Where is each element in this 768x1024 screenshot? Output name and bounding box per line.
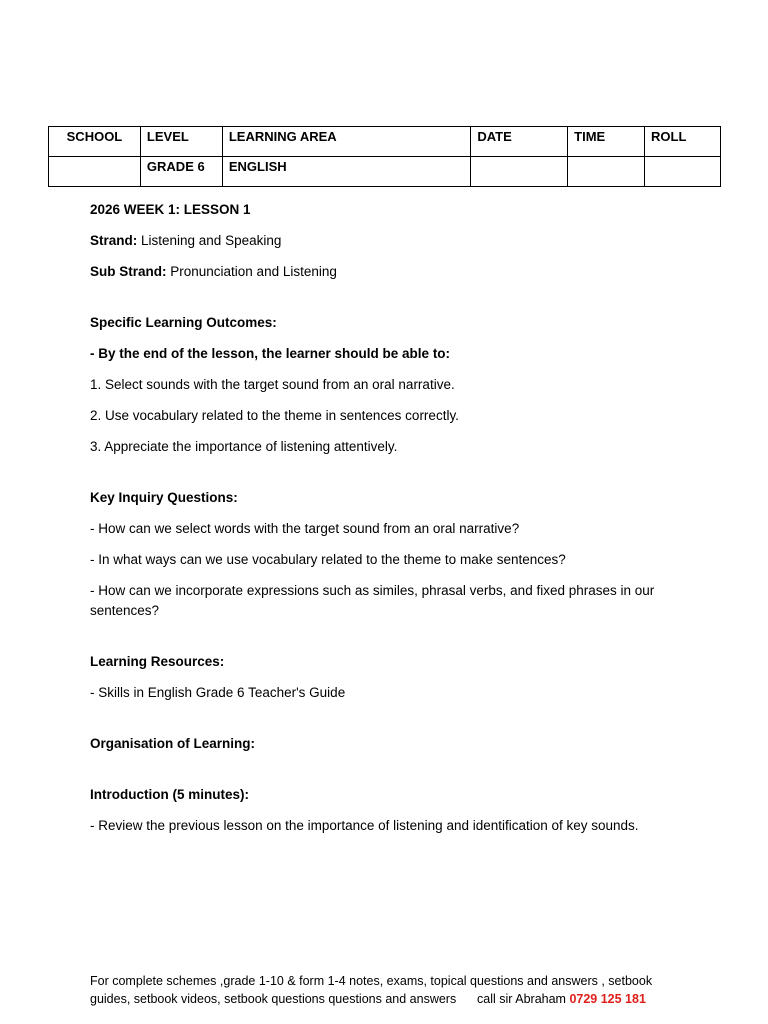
lesson-title: 2026 WEEK 1: LESSON 1	[90, 202, 251, 217]
inquiry-item: - How can we select words with the target sound from an oral narrative?	[90, 521, 520, 536]
outcome-item: 3. Appreciate the importance of listening attentively.	[90, 439, 398, 454]
introduction-item: - Review the previous lesson on the importance of listening and identification of key sounds.	[90, 818, 639, 833]
cell-date	[471, 157, 568, 187]
inquiry-item: - How can we incorporate expressions such as similes, phrasal verbs, and fixed phrases in our sentences?	[90, 583, 655, 618]
resources-heading: Learning Resources:	[90, 654, 225, 669]
outcomes-intro: - By the end of the lesson, the learner should be able to:	[90, 346, 451, 361]
header-learning-area: LEARNING AREA	[222, 127, 470, 157]
footer-phone: 0729 125 181	[569, 992, 646, 1006]
sub-strand-label: Sub Strand:	[90, 264, 167, 279]
cell-learning-area: ENGLISH	[222, 157, 470, 187]
cell-roll	[645, 157, 721, 187]
header-roll: ROLL	[645, 127, 721, 157]
outcome-item: 2. Use vocabulary related to the theme in sentences correctly.	[90, 408, 459, 423]
outcomes-heading: Specific Learning Outcomes:	[90, 315, 277, 330]
outcome-item: 1. Select sounds with the target sound from an oral narrative.	[90, 377, 455, 392]
sub-strand-line	[90, 262, 680, 282]
promo-footer	[90, 972, 690, 1008]
organisation-heading: Organisation of Learning:	[90, 736, 256, 751]
lesson-content	[90, 200, 680, 847]
inquiry-item: - In what ways can we use vocabulary related to the theme to make sentences?	[90, 552, 566, 567]
introduction-heading: Introduction (5 minutes):	[90, 787, 249, 802]
table-data-row	[49, 157, 721, 187]
footer-line-1: For complete schemes ,grade 1-10 & form 1-4 notes, exams, topical questions and answers , setbook	[90, 974, 653, 988]
header-time: TIME	[568, 127, 645, 157]
cell-level: GRADE 6	[140, 157, 222, 187]
sub-strand-value: Pronunciation and Listening	[166, 264, 337, 279]
strand-line	[90, 231, 680, 251]
strand-value: Listening and Speaking	[137, 233, 282, 248]
header-date: DATE	[471, 127, 568, 157]
table-header-row	[49, 127, 721, 157]
cell-school	[49, 157, 141, 187]
footer-line-2	[90, 990, 690, 1008]
strand-label: Strand:	[90, 233, 138, 248]
header-school: SCHOOL	[49, 127, 141, 157]
footer-line-2-text: guides, setbook videos, setbook questions questions and answers call sir Abraham	[90, 992, 570, 1006]
header-level: LEVEL	[140, 127, 222, 157]
resource-item: - Skills in English Grade 6 Teacher's Guide	[90, 685, 346, 700]
lesson-info-table	[48, 126, 721, 187]
cell-time	[568, 157, 645, 187]
inquiry-heading: Key Inquiry Questions:	[90, 490, 238, 505]
